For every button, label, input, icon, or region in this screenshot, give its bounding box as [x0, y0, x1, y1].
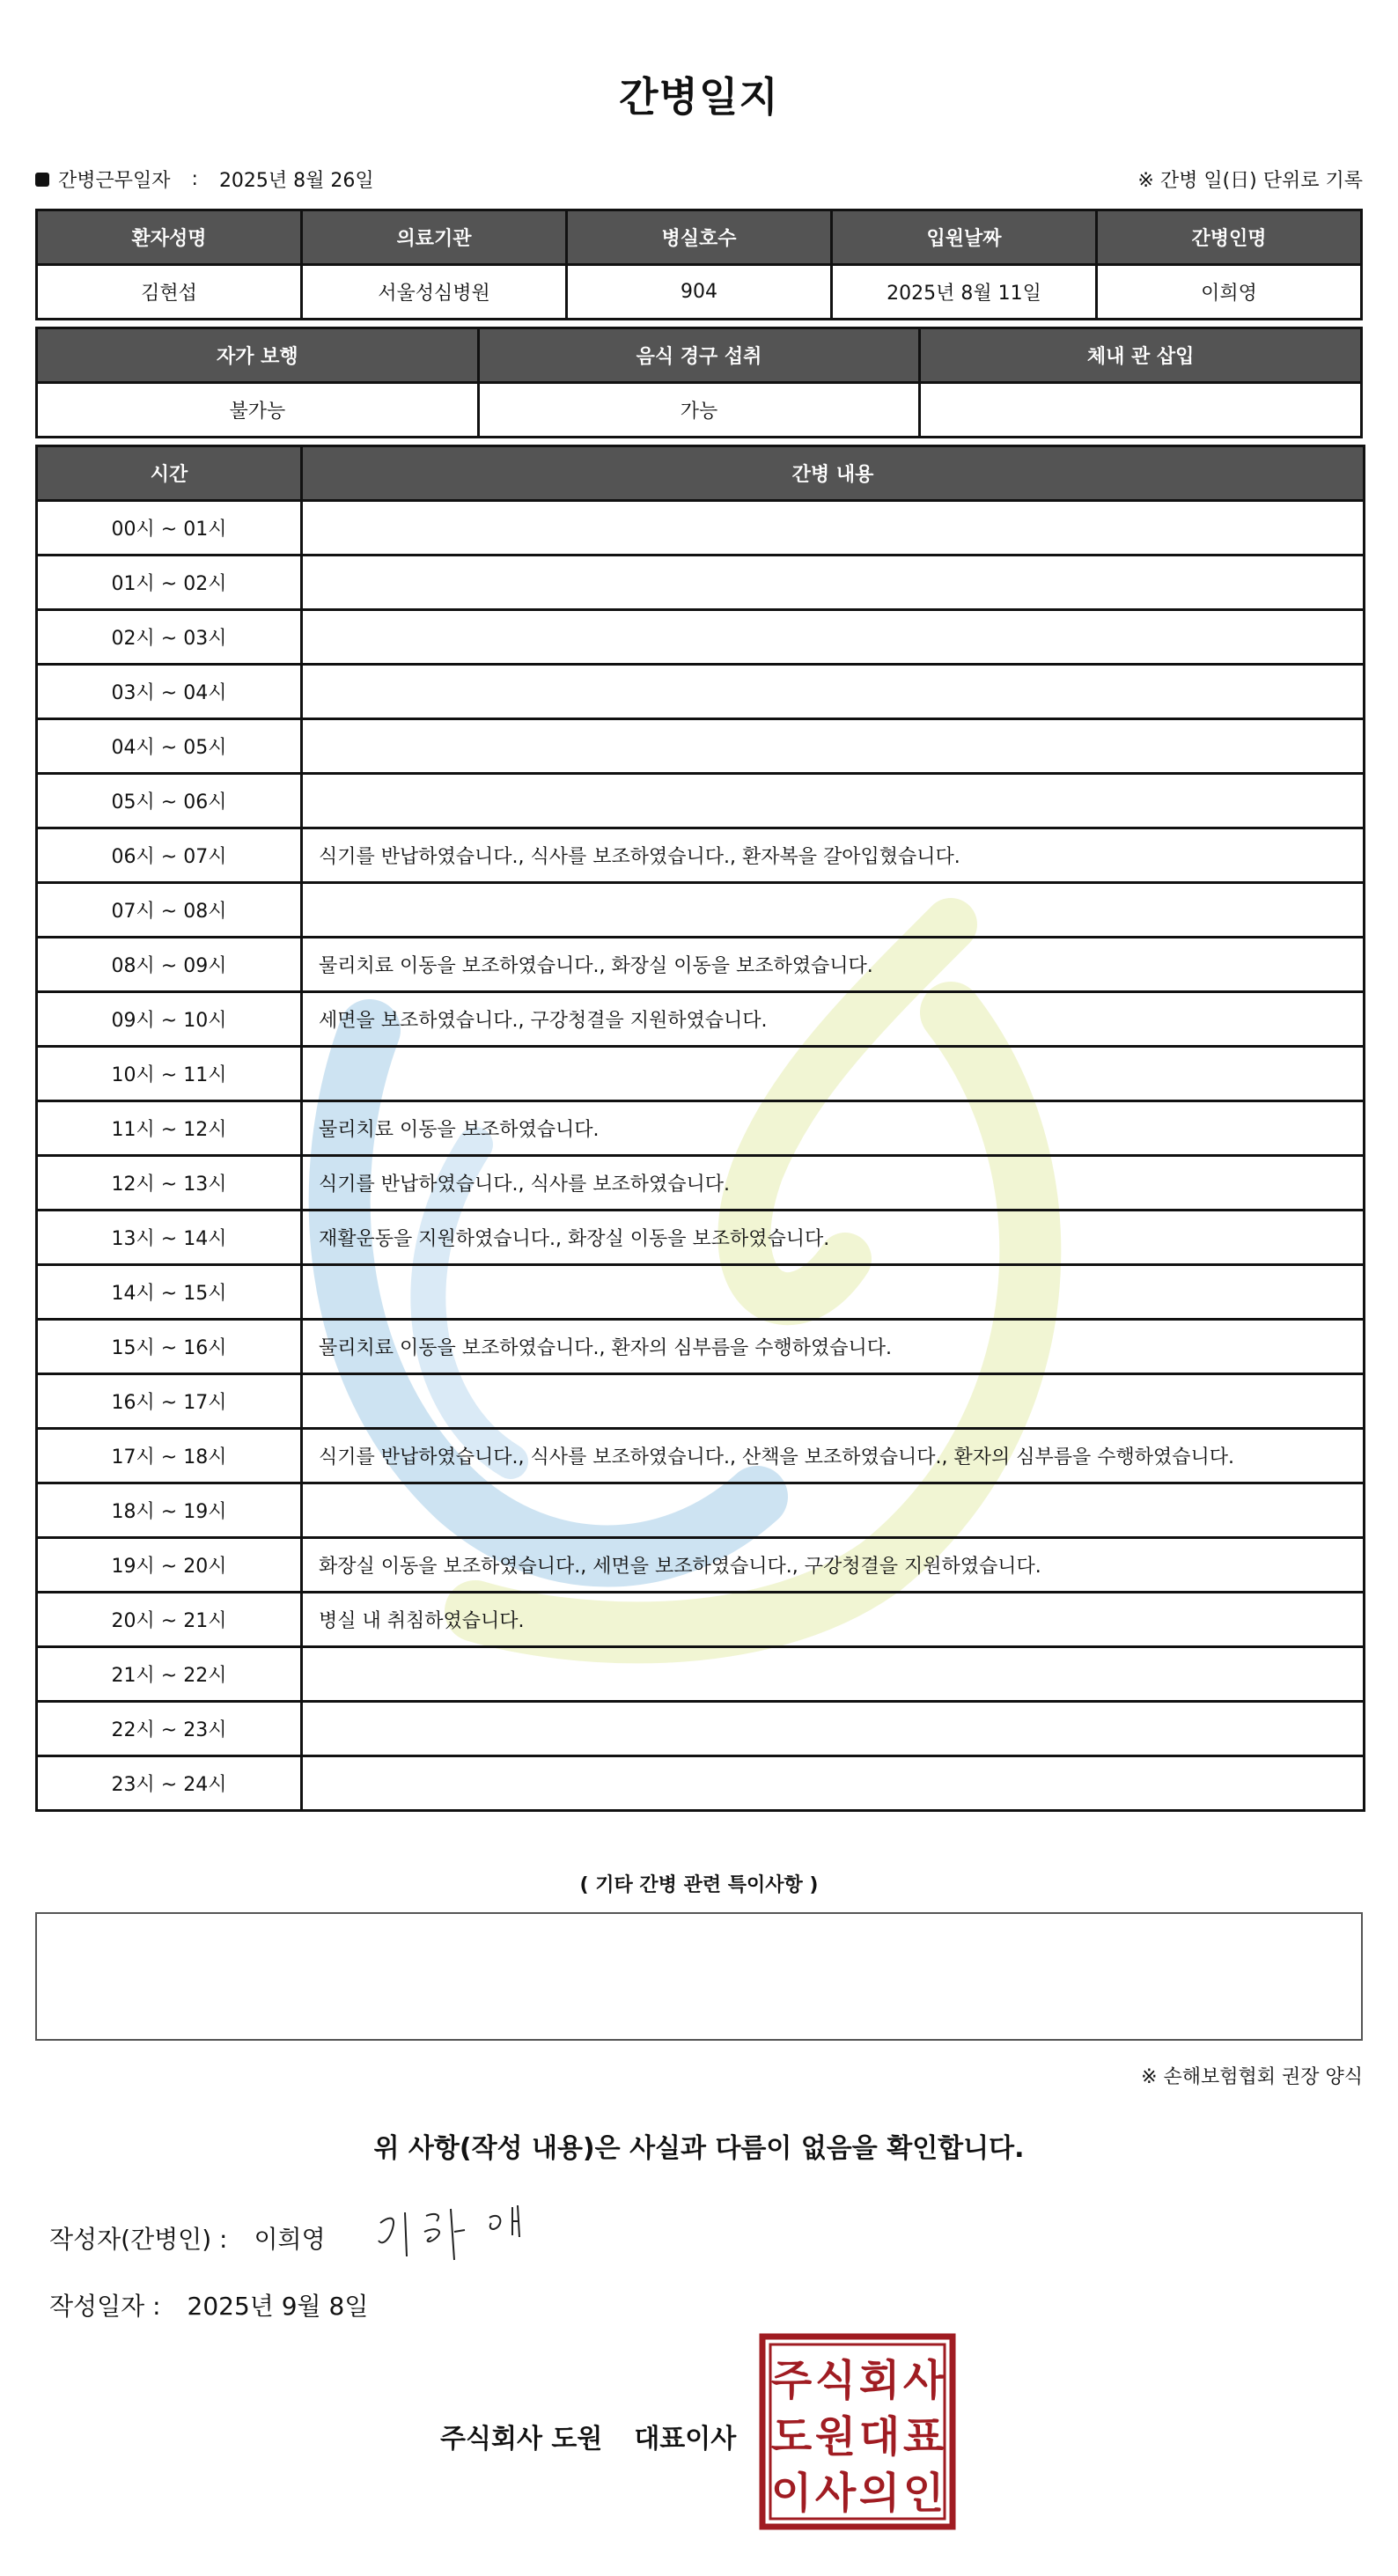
log-content — [302, 1756, 1365, 1811]
log-content: 식기를 반납하였습니다., 식사를 보조하였습니다., 환자복을 갈아입혔습니다. — [302, 828, 1365, 883]
handwritten-signature — [370, 2197, 546, 2267]
log-time: 11시 ~ 12시 — [37, 1101, 302, 1156]
log-row — [37, 938, 1365, 992]
header-time: 시간 — [37, 446, 302, 501]
log-content — [302, 1374, 1365, 1429]
log-time: 01시 ~ 02시 — [37, 556, 302, 610]
log-row — [37, 1047, 1365, 1101]
log-content: 물리치료 이동을 보조하였습니다., 환자의 심부름을 수행하였습니다. — [302, 1320, 1365, 1374]
log-content — [302, 774, 1365, 828]
unit-note: ※ 간병 일(日) 단위로 기록 — [1137, 170, 1363, 192]
log-row — [37, 883, 1365, 938]
work-date-label: 간병근무일자 — [58, 170, 171, 192]
notes-box — [35, 1912, 1363, 2041]
log-row — [37, 992, 1365, 1047]
log-time: 05시 ~ 06시 — [37, 774, 302, 828]
log-content — [302, 1647, 1365, 1702]
work-date-value: 2025년 8월 26일 — [218, 170, 374, 192]
log-time: 10시 ~ 11시 — [37, 1047, 302, 1101]
company-name: 주식회사 도원 — [440, 2424, 603, 2455]
log-content — [302, 610, 1365, 665]
header-admission-date: 입원날짜 — [832, 210, 1097, 265]
log-time: 09시 ~ 10시 — [37, 992, 302, 1047]
log-time: 12시 ~ 13시 — [37, 1156, 302, 1211]
log-content — [302, 665, 1365, 719]
seal-glyph: 의 — [858, 2469, 901, 2518]
log-time: 19시 ~ 20시 — [37, 1538, 302, 1593]
log-content — [302, 1047, 1365, 1101]
header-room: 병실호수 — [567, 210, 832, 265]
header-patient-name: 환자성명 — [37, 210, 302, 265]
written-date-label: 작성일자 : — [49, 2292, 161, 2321]
patient-name: 김현섭 — [37, 265, 302, 320]
log-row — [37, 1211, 1365, 1265]
seal-glyph: 원 — [814, 2412, 857, 2462]
admission-date: 2025년 8월 11일 — [832, 265, 1097, 320]
oral-intake-status: 가능 — [478, 383, 920, 438]
header-hospital: 의료기관 — [302, 210, 567, 265]
log-content: 물리치료 이동을 보조하였습니다. — [302, 1101, 1365, 1156]
log-row — [37, 1756, 1365, 1811]
notes-title: ( 기타 간병 관련 특이사항 ) — [579, 1874, 819, 1896]
log-content: 재활운동을 지원하였습니다., 화장실 이동을 보조하였습니다. — [302, 1211, 1365, 1265]
walking-status: 불가능 — [37, 383, 479, 438]
log-time: 06시 ~ 07시 — [37, 828, 302, 883]
log-content — [302, 1483, 1365, 1538]
work-date-row — [35, 166, 374, 193]
room-number: 904 — [567, 265, 832, 320]
log-row — [37, 1101, 1365, 1156]
log-content — [302, 1265, 1365, 1320]
seal-glyph: 이 — [770, 2469, 813, 2518]
log-time: 18시 ~ 19시 — [37, 1483, 302, 1538]
written-date-value: 2025년 9월 8일 — [187, 2292, 369, 2321]
writer-name: 이희영 — [254, 2225, 326, 2254]
bullet-square-icon — [35, 173, 49, 187]
writer-label: 작성자(간병인) : — [49, 2225, 228, 2254]
log-time: 14시 ~ 15시 — [37, 1265, 302, 1320]
log-time: 03시 ~ 04시 — [37, 665, 302, 719]
caregiver-name: 이희영 — [1097, 265, 1362, 320]
seal-glyph: 식 — [814, 2356, 857, 2405]
written-date-row — [49, 2287, 368, 2322]
log-row — [37, 719, 1365, 774]
log-row — [37, 1702, 1365, 1756]
care-log-table — [35, 445, 1365, 1812]
log-row — [37, 610, 1365, 665]
log-time: 00시 ~ 01시 — [37, 501, 302, 556]
header-care-content: 간병 내용 — [302, 446, 1365, 501]
patient-info-table — [35, 209, 1363, 320]
hospital-name: 서울성심병원 — [302, 265, 567, 320]
header-walking: 자가 보행 — [37, 328, 479, 383]
log-row — [37, 501, 1365, 556]
seal-glyph: 인 — [902, 2469, 945, 2518]
seal-glyph: 회 — [858, 2356, 901, 2405]
log-row — [37, 1483, 1365, 1538]
company-seal-stamp — [759, 2333, 956, 2530]
log-time: 17시 ~ 18시 — [37, 1429, 302, 1483]
log-time: 13시 ~ 14시 — [37, 1211, 302, 1265]
seal-glyph: 사 — [902, 2356, 945, 2405]
header-tube-insertion: 체내 관 삽입 — [920, 328, 1362, 383]
writer-row — [49, 2220, 326, 2256]
header-caregiver: 간병인명 — [1097, 210, 1362, 265]
log-row — [37, 774, 1365, 828]
seal-glyph: 사 — [814, 2469, 857, 2518]
log-time: 15시 ~ 16시 — [37, 1320, 302, 1374]
header-oral-intake: 음식 경구 섭취 — [478, 328, 920, 383]
seal-glyph: 표 — [902, 2412, 945, 2462]
log-content: 병실 내 취침하였습니다. — [302, 1593, 1365, 1647]
patient-status-table — [35, 327, 1363, 438]
log-content: 세면을 보조하였습니다., 구강청결을 지원하였습니다. — [302, 992, 1365, 1047]
log-content — [302, 556, 1365, 610]
seal-glyph: 주 — [770, 2356, 813, 2405]
log-time: 04시 ~ 05시 — [37, 719, 302, 774]
log-time: 16시 ~ 17시 — [37, 1374, 302, 1429]
log-content — [302, 1702, 1365, 1756]
log-content: 식기를 반납하였습니다., 식사를 보조하였습니다., 산책을 보조하였습니다., 환자의 심부름을 수행하였습니다. — [302, 1429, 1365, 1483]
seal-glyph: 대 — [858, 2412, 901, 2462]
confirm-statement: 위 사항(작성 내용)은 사실과 다름이 없음을 확인합니다. — [373, 2133, 1025, 2164]
log-row — [37, 1647, 1365, 1702]
seal-glyph: 도 — [770, 2412, 813, 2462]
company-title: 대표이사 — [634, 2424, 737, 2455]
log-time: 08시 ~ 09시 — [37, 938, 302, 992]
log-row — [37, 1156, 1365, 1211]
log-content — [302, 883, 1365, 938]
log-time: 07시 ~ 08시 — [37, 883, 302, 938]
log-row — [37, 1374, 1365, 1429]
tube-insertion-status — [920, 383, 1362, 438]
log-time: 02시 ~ 03시 — [37, 610, 302, 665]
log-time: 21시 ~ 22시 — [37, 1647, 302, 1702]
log-row — [37, 1538, 1365, 1593]
company-signature-line — [440, 2417, 736, 2455]
log-time: 20시 ~ 21시 — [37, 1593, 302, 1647]
page-title: 간병일지 — [619, 73, 779, 121]
log-content: 식기를 반납하였습니다., 식사를 보조하였습니다. — [302, 1156, 1365, 1211]
log-row — [37, 556, 1365, 610]
form-note: ※ 손해보험협회 권장 양식 — [1141, 2066, 1363, 2088]
log-row — [37, 1265, 1365, 1320]
log-time: 23시 ~ 24시 — [37, 1756, 302, 1811]
log-content: 물리치료 이동을 보조하였습니다., 화장실 이동을 보조하였습니다. — [302, 938, 1365, 992]
log-content — [302, 719, 1365, 774]
log-row — [37, 665, 1365, 719]
log-row — [37, 1593, 1365, 1647]
log-row — [37, 1320, 1365, 1374]
log-content: 화장실 이동을 보조하였습니다., 세면을 보조하였습니다., 구강청결을 지원하였습니다. — [302, 1538, 1365, 1593]
log-row — [37, 828, 1365, 883]
log-row — [37, 1429, 1365, 1483]
log-time: 22시 ~ 23시 — [37, 1702, 302, 1756]
log-content — [302, 501, 1365, 556]
work-date-colon: : — [191, 168, 198, 190]
